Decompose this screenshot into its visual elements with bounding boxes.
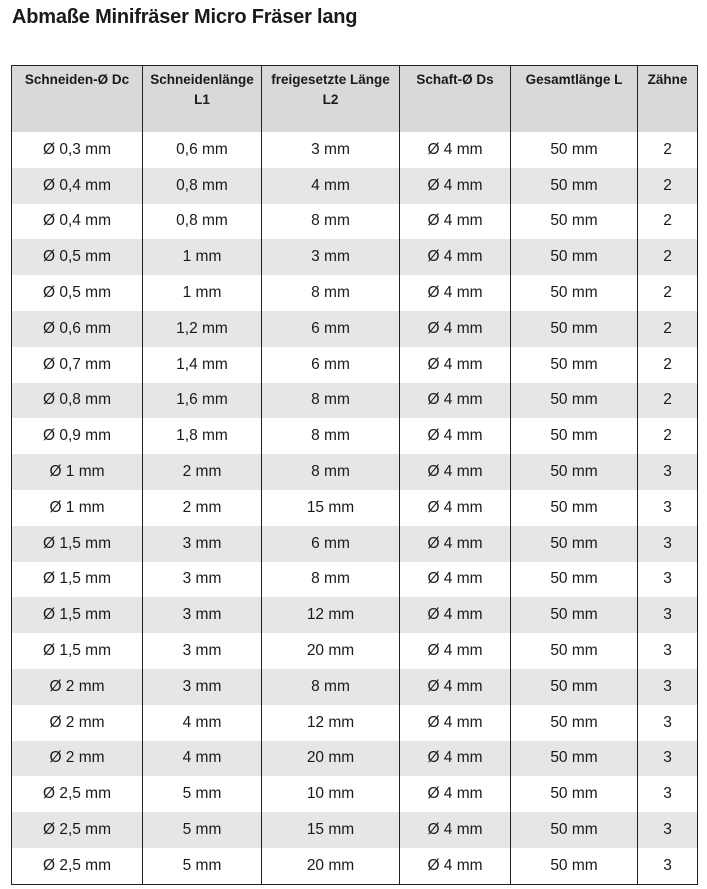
cell-shank-diameter: Ø 4 mm	[400, 311, 511, 347]
cell-cutting-length: 4 mm	[143, 705, 262, 741]
cell-exposed-length: 20 mm	[262, 741, 400, 777]
cell-cutting-diameter: Ø 0,4 mm	[12, 204, 143, 240]
cell-exposed-length: 6 mm	[262, 311, 400, 347]
cell-cutting-length: 1,6 mm	[143, 383, 262, 419]
cell-teeth: 2	[638, 418, 698, 454]
cell-teeth: 3	[638, 562, 698, 598]
header-line: Schneiden-Ø Dc	[24, 72, 130, 87]
cell-exposed-length: 12 mm	[262, 597, 400, 633]
cell-cutting-diameter: Ø 0,4 mm	[12, 168, 143, 204]
cell-cutting-diameter: Ø 2,5 mm	[12, 848, 143, 884]
table-row	[12, 812, 698, 848]
header-line: L1	[194, 92, 210, 107]
header-line: Schaft-Ø Ds	[416, 72, 494, 87]
cell-cutting-diameter: Ø 1,5 mm	[12, 597, 143, 633]
cell-teeth: 3	[638, 812, 698, 848]
cell-cutting-diameter: Ø 2,5 mm	[12, 776, 143, 812]
cell-cutting-diameter: Ø 0,7 mm	[12, 347, 143, 383]
cell-cutting-diameter: Ø 2 mm	[12, 741, 143, 777]
cell-cutting-length: 5 mm	[143, 848, 262, 884]
cell-cutting-length: 0,8 mm	[143, 168, 262, 204]
cell-teeth: 3	[638, 669, 698, 705]
header-row	[12, 66, 698, 133]
cell-shank-diameter: Ø 4 mm	[400, 848, 511, 884]
cell-cutting-length: 3 mm	[143, 526, 262, 562]
table-row	[12, 418, 698, 454]
cell-teeth: 2	[638, 275, 698, 311]
header-shank-diameter	[400, 66, 511, 133]
cell-cutting-diameter: Ø 1 mm	[12, 454, 143, 490]
table-row	[12, 776, 698, 812]
cell-total-length: 50 mm	[511, 597, 638, 633]
cell-teeth: 2	[638, 311, 698, 347]
cell-teeth: 3	[638, 741, 698, 777]
cell-exposed-length: 3 mm	[262, 239, 400, 275]
header-line: Zähne	[647, 72, 688, 87]
cell-shank-diameter: Ø 4 mm	[400, 132, 511, 168]
cell-shank-diameter: Ø 4 mm	[400, 490, 511, 526]
cell-cutting-diameter: Ø 0,3 mm	[12, 132, 143, 168]
cell-total-length: 50 mm	[511, 812, 638, 848]
cell-cutting-length: 3 mm	[143, 597, 262, 633]
cell-teeth: 3	[638, 526, 698, 562]
cell-total-length: 50 mm	[511, 132, 638, 168]
cell-cutting-length: 2 mm	[143, 490, 262, 526]
header-cutting-diameter	[12, 66, 143, 133]
cell-cutting-length: 3 mm	[143, 562, 262, 598]
cell-total-length: 50 mm	[511, 204, 638, 240]
cell-total-length: 50 mm	[511, 633, 638, 669]
cell-total-length: 50 mm	[511, 275, 638, 311]
cell-total-length: 50 mm	[511, 239, 638, 275]
cell-cutting-diameter: Ø 2 mm	[12, 705, 143, 741]
cell-exposed-length: 15 mm	[262, 812, 400, 848]
header-exposed-length	[262, 66, 400, 133]
cell-shank-diameter: Ø 4 mm	[400, 597, 511, 633]
cell-cutting-diameter: Ø 1,5 mm	[12, 633, 143, 669]
cell-total-length: 50 mm	[511, 526, 638, 562]
cell-total-length: 50 mm	[511, 705, 638, 741]
table-row	[12, 490, 698, 526]
table-row	[12, 454, 698, 490]
cell-shank-diameter: Ø 4 mm	[400, 168, 511, 204]
dimensions-table	[11, 65, 698, 885]
cell-cutting-diameter: Ø 0,6 mm	[12, 311, 143, 347]
cell-teeth: 3	[638, 490, 698, 526]
cell-total-length: 50 mm	[511, 562, 638, 598]
cell-shank-diameter: Ø 4 mm	[400, 239, 511, 275]
table-row	[12, 347, 698, 383]
cell-exposed-length: 6 mm	[262, 526, 400, 562]
cell-total-length: 50 mm	[511, 454, 638, 490]
header-teeth	[638, 66, 698, 133]
cell-cutting-length: 3 mm	[143, 669, 262, 705]
cell-teeth: 3	[638, 848, 698, 884]
cell-cutting-length: 1 mm	[143, 275, 262, 311]
header-line: freigesetzte Länge	[271, 72, 390, 87]
table-body	[12, 132, 698, 884]
cell-teeth: 3	[638, 776, 698, 812]
cell-teeth: 2	[638, 204, 698, 240]
cell-shank-diameter: Ø 4 mm	[400, 705, 511, 741]
cell-exposed-length: 6 mm	[262, 347, 400, 383]
table-row	[12, 705, 698, 741]
cell-exposed-length: 8 mm	[262, 454, 400, 490]
header-line: Gesamtlänge L	[525, 72, 623, 87]
cell-total-length: 50 mm	[511, 418, 638, 454]
cell-cutting-diameter: Ø 0,5 mm	[12, 239, 143, 275]
table-row	[12, 526, 698, 562]
cell-exposed-length: 10 mm	[262, 776, 400, 812]
cell-exposed-length: 8 mm	[262, 383, 400, 419]
cell-exposed-length: 20 mm	[262, 848, 400, 884]
cell-cutting-diameter: Ø 0,8 mm	[12, 383, 143, 419]
cell-teeth: 3	[638, 597, 698, 633]
cell-cutting-length: 1,2 mm	[143, 311, 262, 347]
cell-total-length: 50 mm	[511, 776, 638, 812]
table-row	[12, 597, 698, 633]
cell-exposed-length: 8 mm	[262, 204, 400, 240]
header-line: Schneidenlänge	[150, 72, 254, 87]
cell-cutting-diameter: Ø 1,5 mm	[12, 526, 143, 562]
cell-total-length: 50 mm	[511, 168, 638, 204]
table-row	[12, 204, 698, 240]
table-row	[12, 168, 698, 204]
cell-total-length: 50 mm	[511, 311, 638, 347]
cell-shank-diameter: Ø 4 mm	[400, 204, 511, 240]
cell-shank-diameter: Ø 4 mm	[400, 812, 511, 848]
cell-cutting-diameter: Ø 0,9 mm	[12, 418, 143, 454]
cell-exposed-length: 4 mm	[262, 168, 400, 204]
cell-cutting-length: 0,8 mm	[143, 204, 262, 240]
cell-total-length: 50 mm	[511, 383, 638, 419]
cell-exposed-length: 12 mm	[262, 705, 400, 741]
cell-teeth: 2	[638, 383, 698, 419]
header-line: L2	[322, 92, 339, 107]
cell-shank-diameter: Ø 4 mm	[400, 741, 511, 777]
cell-exposed-length: 20 mm	[262, 633, 400, 669]
cell-cutting-diameter: Ø 0,5 mm	[12, 275, 143, 311]
table-row	[12, 562, 698, 598]
cell-shank-diameter: Ø 4 mm	[400, 633, 511, 669]
table-row	[12, 669, 698, 705]
cell-shank-diameter: Ø 4 mm	[400, 776, 511, 812]
cell-cutting-length: 1,8 mm	[143, 418, 262, 454]
cell-cutting-diameter: Ø 1 mm	[12, 490, 143, 526]
cell-shank-diameter: Ø 4 mm	[400, 383, 511, 419]
cell-cutting-length: 4 mm	[143, 741, 262, 777]
cell-total-length: 50 mm	[511, 848, 638, 884]
cell-cutting-length: 5 mm	[143, 812, 262, 848]
table-row	[12, 633, 698, 669]
table-header	[12, 66, 698, 133]
cell-total-length: 50 mm	[511, 741, 638, 777]
cell-total-length: 50 mm	[511, 669, 638, 705]
cell-teeth: 3	[638, 705, 698, 741]
cell-cutting-diameter: Ø 1,5 mm	[12, 562, 143, 598]
cell-exposed-length: 8 mm	[262, 275, 400, 311]
cell-exposed-length: 3 mm	[262, 132, 400, 168]
cell-teeth: 2	[638, 239, 698, 275]
table-row	[12, 848, 698, 884]
cell-exposed-length: 8 mm	[262, 418, 400, 454]
table-row	[12, 311, 698, 347]
table-row	[12, 132, 698, 168]
cell-cutting-length: 5 mm	[143, 776, 262, 812]
cell-teeth: 2	[638, 132, 698, 168]
cell-teeth: 3	[638, 633, 698, 669]
cell-total-length: 50 mm	[511, 347, 638, 383]
cell-teeth: 2	[638, 347, 698, 383]
cell-exposed-length: 8 mm	[262, 562, 400, 598]
cell-exposed-length: 15 mm	[262, 490, 400, 526]
page-title: Abmaße Minifräser Micro Fräser lang	[12, 6, 358, 28]
cell-cutting-diameter: Ø 2,5 mm	[12, 812, 143, 848]
header-cutting-length	[143, 66, 262, 133]
cell-cutting-length: 1 mm	[143, 239, 262, 275]
cell-shank-diameter: Ø 4 mm	[400, 562, 511, 598]
cell-total-length: 50 mm	[511, 490, 638, 526]
table-row	[12, 741, 698, 777]
cell-shank-diameter: Ø 4 mm	[400, 418, 511, 454]
table-row	[12, 239, 698, 275]
cell-shank-diameter: Ø 4 mm	[400, 275, 511, 311]
cell-cutting-length: 3 mm	[143, 633, 262, 669]
cell-shank-diameter: Ø 4 mm	[400, 669, 511, 705]
cell-teeth: 2	[638, 168, 698, 204]
cell-cutting-length: 0,6 mm	[143, 132, 262, 168]
cell-cutting-length: 1,4 mm	[143, 347, 262, 383]
cell-shank-diameter: Ø 4 mm	[400, 347, 511, 383]
cell-cutting-diameter: Ø 2 mm	[12, 669, 143, 705]
cell-shank-diameter: Ø 4 mm	[400, 454, 511, 490]
cell-shank-diameter: Ø 4 mm	[400, 526, 511, 562]
cell-teeth: 3	[638, 454, 698, 490]
cell-exposed-length: 8 mm	[262, 669, 400, 705]
header-total-length	[511, 66, 638, 133]
table-row	[12, 275, 698, 311]
table-row	[12, 383, 698, 419]
cell-cutting-length: 2 mm	[143, 454, 262, 490]
